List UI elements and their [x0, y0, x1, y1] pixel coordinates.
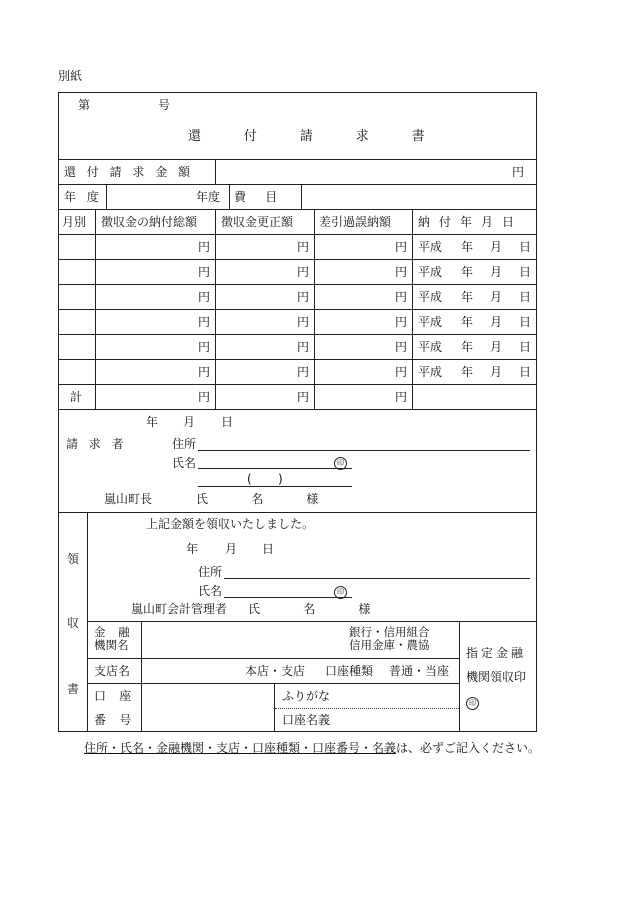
total-paid-yen: 円 — [197, 365, 210, 379]
institution-label-2: 機関名 — [94, 638, 129, 652]
form-title: 還付請求書 — [188, 129, 468, 144]
expense-item-label: 費目 — [234, 190, 297, 204]
branch-label: 支店名 — [94, 664, 131, 678]
receipt-address-line — [224, 578, 530, 579]
correction-yen: 円 — [296, 315, 309, 329]
era: 平成 — [418, 265, 443, 279]
official-honorific: 氏名様 — [248, 602, 414, 616]
day: 日 — [519, 240, 532, 254]
receipt-address-label: 住所 — [198, 565, 223, 579]
total-paid-yen: 円 — [197, 390, 210, 404]
total-paid-yen: 円 — [197, 340, 210, 354]
receipt-statement: 上記金額を領収いたしました。 — [146, 517, 315, 531]
month: 月 — [490, 340, 503, 354]
overpaid-yen: 円 — [394, 315, 407, 329]
overpaid-yen: 円 — [394, 390, 407, 404]
correction-yen: 円 — [296, 365, 309, 379]
institution-label-1: 金融 — [94, 625, 143, 639]
number-prefix: 第 — [78, 98, 91, 112]
claim-date-month: 月 — [183, 415, 196, 429]
total-label: 計 — [70, 390, 83, 404]
correction-yen: 円 — [296, 290, 309, 304]
receipt-date-year: 年 — [186, 542, 199, 556]
receipt-seal: 印 — [334, 584, 347, 599]
claimant-extra-line — [198, 486, 352, 487]
total-paid-yen: 円 — [197, 315, 210, 329]
col-payment-date: 納付年月日 — [418, 215, 524, 229]
correction-yen: 円 — [296, 240, 309, 254]
year: 年 — [461, 365, 474, 379]
total-paid-yen: 円 — [197, 265, 210, 279]
receipt-side-1: 領 — [67, 552, 80, 566]
designated-bank-label-2: 機関領収印 — [466, 670, 527, 684]
claimant-seal: 印 — [334, 455, 347, 470]
account-type-label: 口座種類 — [325, 664, 374, 678]
account-types: 普通・当座 — [389, 664, 450, 678]
era: 平成 — [418, 340, 443, 354]
attachment-label: 別紙 — [58, 69, 83, 83]
account-no-label-1: 口座 — [94, 689, 145, 703]
col-total-paid: 徴収金の納付総額 — [101, 215, 198, 229]
year: 年 — [461, 340, 474, 354]
month: 月 — [490, 240, 503, 254]
bank-types-2: 信用金庫・農協 — [349, 638, 430, 652]
claimant-address-line — [198, 450, 530, 451]
day: 日 — [519, 365, 532, 379]
receipt-side-2: 収 — [67, 616, 80, 630]
overpaid-yen: 円 — [394, 265, 407, 279]
year: 年 — [461, 265, 474, 279]
mayor-honorific: 氏名様 — [196, 492, 362, 506]
era: 平成 — [418, 315, 443, 329]
month: 月 — [490, 315, 503, 329]
claimant-name-label: 氏名 — [172, 456, 197, 470]
receipt-name-label: 氏名 — [198, 584, 223, 598]
month: 月 — [490, 365, 503, 379]
branch-types: 本店・支店 — [245, 664, 306, 678]
col-correction: 徴収金更正額 — [221, 215, 294, 229]
col-month: 月別 — [62, 215, 87, 229]
receipt-date-month: 月 — [225, 542, 238, 556]
day: 日 — [519, 265, 532, 279]
fiscal-year-label: 年度 — [64, 190, 110, 204]
era: 平成 — [418, 290, 443, 304]
month: 月 — [490, 290, 503, 304]
furigana-label: ふりがな — [282, 689, 331, 703]
bank-types-1: 銀行・信用組合 — [349, 625, 430, 639]
paren-open: ( — [247, 472, 252, 486]
receipt-name-line — [224, 597, 352, 598]
day: 日 — [519, 315, 532, 329]
receipt-date-day: 日 — [262, 542, 275, 556]
overpaid-yen: 円 — [394, 365, 407, 379]
year: 年 — [461, 290, 474, 304]
correction-yen: 円 — [296, 340, 309, 354]
mayor-label: 嵐山町長 — [104, 492, 153, 506]
overpaid-yen: 円 — [394, 240, 407, 254]
claim-date-day: 日 — [221, 415, 234, 429]
correction-yen: 円 — [296, 390, 309, 404]
footer-note: 住所・氏名・金融機関・支店・口座種類・口座番号・名義は、必ずご記入ください。 — [84, 741, 541, 755]
paren-close: ) — [278, 472, 283, 486]
overpaid-yen: 円 — [394, 340, 407, 354]
fiscal-year-suffix: 年度 — [196, 190, 221, 204]
year: 年 — [461, 315, 474, 329]
day: 日 — [519, 290, 532, 304]
day: 日 — [519, 340, 532, 354]
official-label: 嵐山町会計管理者 — [131, 602, 228, 616]
designated-bank-label-1: 指定金融 — [466, 646, 527, 660]
refund-amount-label: 還付請求金額 — [64, 165, 201, 179]
designated-bank-seal: 印 — [466, 695, 479, 710]
col-overpaid: 差引過誤納額 — [319, 215, 392, 229]
era: 平成 — [418, 240, 443, 254]
receipt-side-3: 書 — [67, 682, 80, 696]
refund-amount-unit: 円 — [512, 165, 525, 179]
total-paid-yen: 円 — [197, 290, 210, 304]
era: 平成 — [418, 365, 443, 379]
claim-date-year: 年 — [146, 415, 159, 429]
month: 月 — [490, 265, 503, 279]
overpaid-yen: 円 — [394, 290, 407, 304]
total-paid-yen: 円 — [197, 240, 210, 254]
claimant-label: 請求者 — [66, 437, 135, 451]
claimant-name-line — [198, 468, 352, 469]
correction-yen: 円 — [296, 265, 309, 279]
account-holder-label: 口座名義 — [282, 713, 331, 727]
year: 年 — [461, 240, 474, 254]
claimant-address-label: 住所 — [172, 437, 197, 451]
account-no-label-2: 番号 — [94, 713, 145, 727]
number-suffix: 号 — [158, 98, 171, 112]
